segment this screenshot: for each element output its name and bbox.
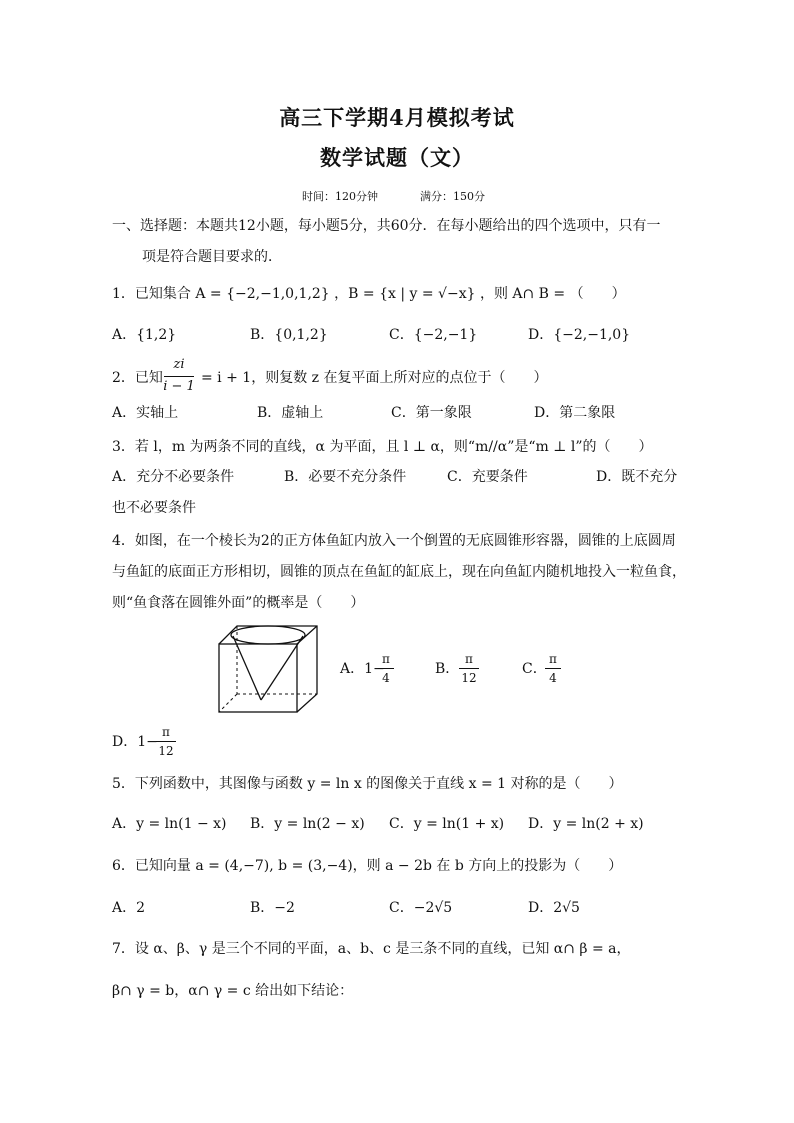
q4-option-c-numerator: π [549,652,557,666]
cube-cone-figure [213,620,323,716]
q4-option-c-denominator: 4 [549,671,557,685]
q5-option-b: B．y = ln(2 − x) [250,816,365,832]
q1-option-c: C．{−2,−1} [389,327,478,343]
exam-title: 高三下学期4月模拟考试 [279,105,515,130]
q4-option-d-denominator: 12 [158,744,174,758]
q2-option-a: A．实轴上 [112,405,179,421]
q6-option-c: C．−2√5 [389,900,453,916]
q5-option-a: A．y = ln(1 − x) [112,816,227,832]
q6-option-a: A．2 [112,900,146,916]
q6-stem: 6．已知向量 a = (4,−7), b = (3,−4)，则 a − 2b 在 b 方向上的投影为（ ） [112,858,623,874]
q5-option-c: C．y = ln(1 + x) [389,816,505,832]
q4-option-a-prefix: A．1− [340,661,385,677]
q4-line3: 则“鱼食落在圆锥外面”的概率是（ ） [112,595,365,611]
q4-line2: 与鱼缸的底面正方形相切，圆锥的顶点在鱼缸的缸底上，现在向鱼缸内随机地投入一粒鱼食， [112,564,686,580]
exam-time: 时间：120分钟 [302,190,378,203]
q4-option-b-prefix: B． [435,661,460,677]
q3-option-d-continuation: 也不必要条件 [112,500,196,516]
q5-stem: 5．下列函数中，其图像与函数 y = ln x 的图像关于直线 x = 1 对称的是（ ） [112,776,623,792]
q2-stem-rest: = i + 1，则复数 z 在复平面上所对应的点位于（ ） [201,370,548,386]
q3-option-a: A．充分不必要条件 [112,469,235,485]
exam-subtitle: 数学试题（文） [320,145,474,170]
q6-option-d: D．2√5 [528,900,580,916]
q4-option-b-denominator: 12 [461,671,477,685]
q4-option-c-prefix: C． [522,661,547,677]
section-instructions-line1: 一、选择题：本题共12小题，每小题5分，共60分．在每小题给出的四个选项中，只有一 [112,218,661,234]
q4-option-a-denominator: 4 [382,671,390,685]
q2-option-b: B．虚轴上 [257,405,324,421]
q3-option-b: B．必要不充分条件 [284,469,407,485]
q3-option-d: D．既不充分 [596,469,678,485]
q2-stem-prefix: 2．已知 [112,370,163,386]
q1-option-a: A．{1,2} [112,327,177,343]
q3-stem: 3．若 l，m 为两条不同的直线，α 为平面，且 l ⊥ α，则“m//α”是“m ⊥ l”的（ ） [112,439,653,455]
q2-fraction-bar [164,376,194,377]
q6-option-b: B．−2 [250,900,295,916]
q2-fraction-denominator: i − 1 [163,379,195,394]
q3-option-c: C．充要条件 [447,469,528,485]
q2-option-c: C．第一象限 [391,405,472,421]
q7-line2: β∩ γ = b，α∩ γ = c 给出如下结论： [112,983,354,999]
q4-option-a-numerator: π [382,652,390,666]
q1-stem: 1．已知集合 A = {−2,−1,0,1,2} ，B = {x | y = √−x} ，则 A∩ B = （ ） [112,286,626,302]
q7-line1: 7．设 α、β、γ 是三个不同的平面，a、b、c 是三条不同的直线，已知 α∩ β = a， [112,941,631,957]
q4-option-d-prefix: D．1− [112,734,158,750]
q4-line1: 4．如图，在一个棱长为2的正方体鱼缸内放入一个倒置的无底圆锥形容器，圆锥的上底圆周 [112,533,676,549]
q2-option-d: D．第二象限 [534,405,616,421]
q4-option-b-numerator: π [465,652,473,666]
section-instructions-line2: 项是符合题目要求的． [142,249,282,265]
q2-fraction-numerator: zi [173,357,185,372]
q1-option-b: B．{0,1,2} [250,327,328,343]
q5-option-d: D．y = ln(2 + x) [528,816,644,832]
exam-score: 满分：150分 [420,190,485,203]
q1-option-d: D．{−2,−1,0} [528,327,631,343]
q4-option-d-numerator: π [162,725,170,739]
